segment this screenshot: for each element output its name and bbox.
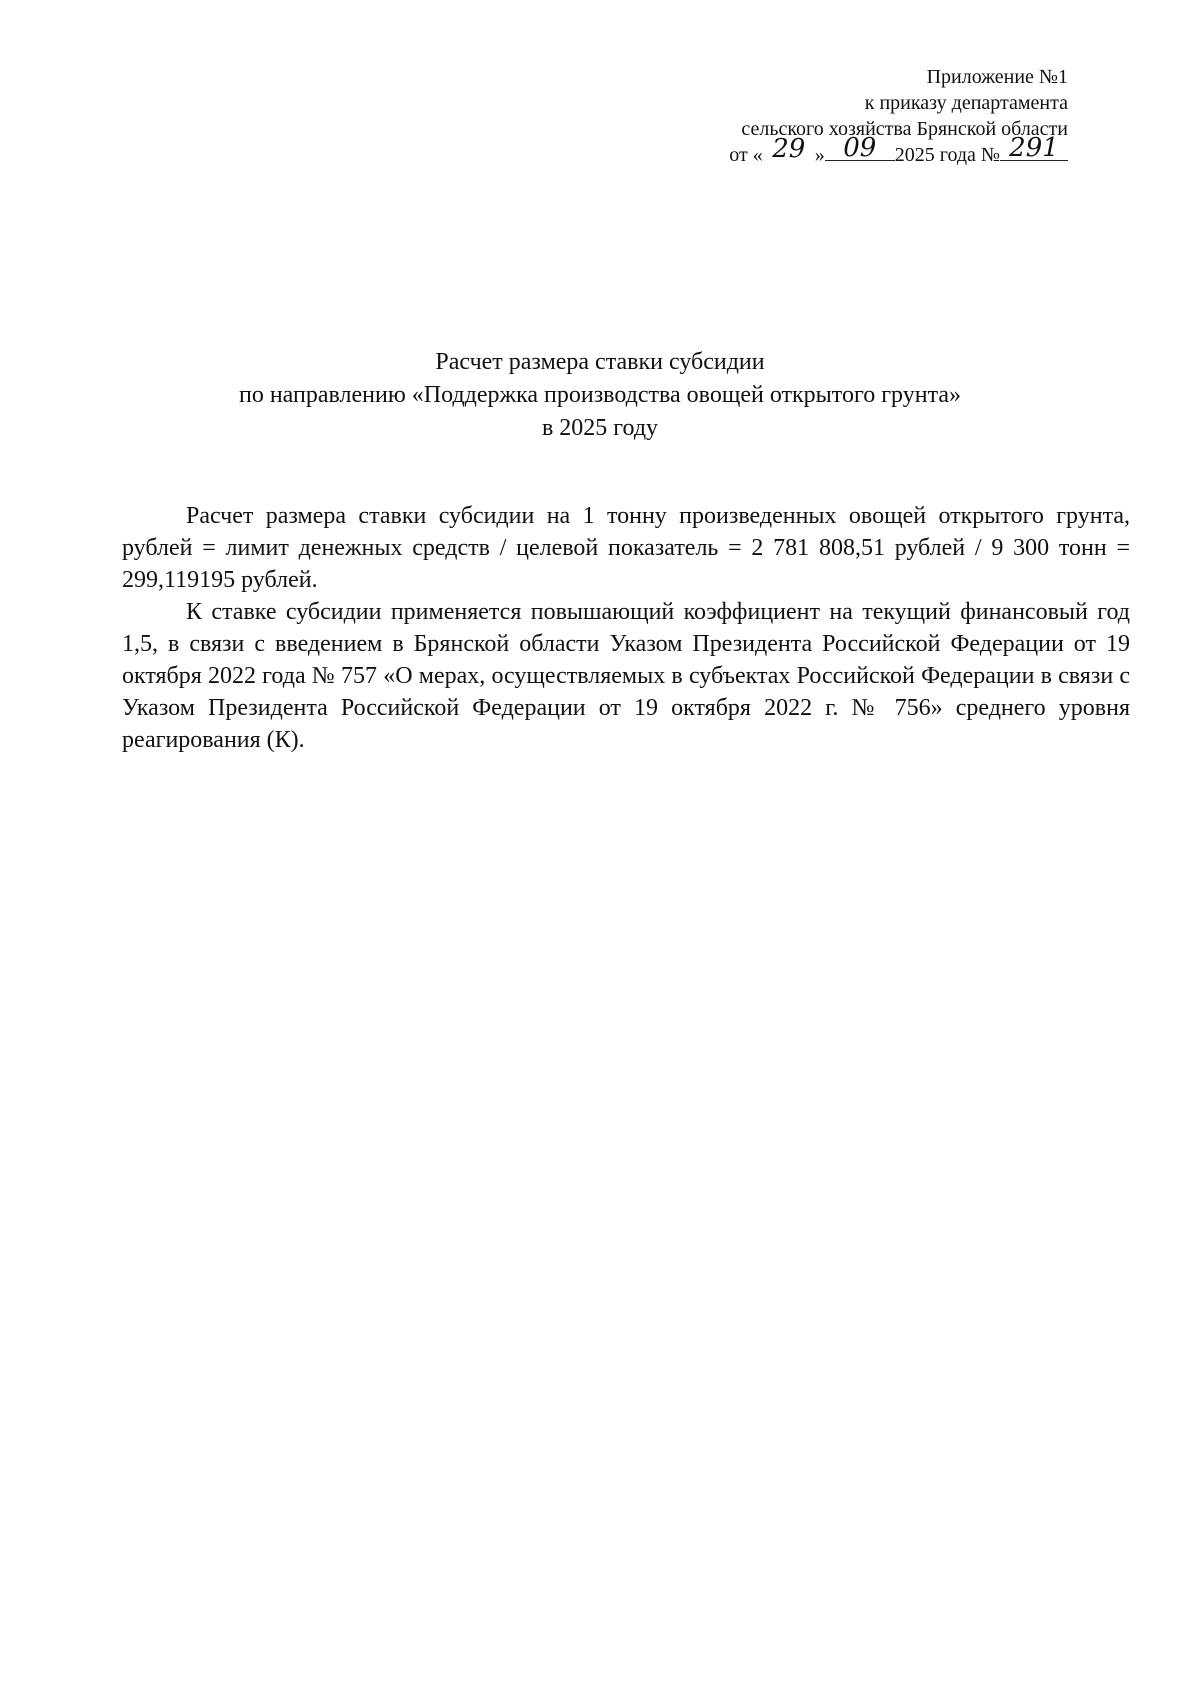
order-date-prefix: от « [729, 144, 763, 166]
order-month-slot [825, 133, 895, 163]
title-line-3: в 2025 году [541, 415, 659, 441]
order-date-separator: » [814, 144, 825, 166]
appendix-title: Приложение №1 [926, 66, 1068, 88]
order-month-handwritten: 09 [843, 133, 877, 163]
appendix-department: сельского хозяйства Брянской области [741, 118, 1068, 140]
appendix-order-date-line [648, 133, 1068, 168]
document-title [100, 346, 1100, 445]
order-year-text: 2025 года № [894, 144, 1000, 166]
order-number-slot [1000, 133, 1068, 163]
paragraph-coefficient: К ставке субсидии применяется повышающий коэффициент на текущий финансовый год 1,5, в связи с введением в Брянской области Указом Президента Российской Федерации от 19 октября 2022 года № 757 «О мерах, осуществляемых в субъектах Российской Федерации в связи с Указом Президента Российской Федерации от 19 октября 2022 г. № 756» среднего уровня реагирования (К). [122, 599, 1130, 753]
appendix-order-reference: к приказу департамента [864, 92, 1068, 114]
order-number-handwritten: 291 [1009, 133, 1059, 163]
appendix-header [648, 64, 1068, 168]
order-day-handwritten: 29 [772, 134, 806, 164]
document-body [122, 500, 1130, 756]
paragraph-calculation: Расчет размера ставки субсидии на 1 тонну произведенных овощей открытого грунта, рублей = лимит денежных средств / целевой показатель = 2 781 808,51 рублей / 9 300 тонн = 299,119195 рублей. [122, 503, 1130, 593]
title-line-2: по направлению «Поддержка производства овощей открытого грунта» [238, 382, 961, 408]
title-line-1: Расчет размера ставки субсидии [435, 349, 765, 375]
